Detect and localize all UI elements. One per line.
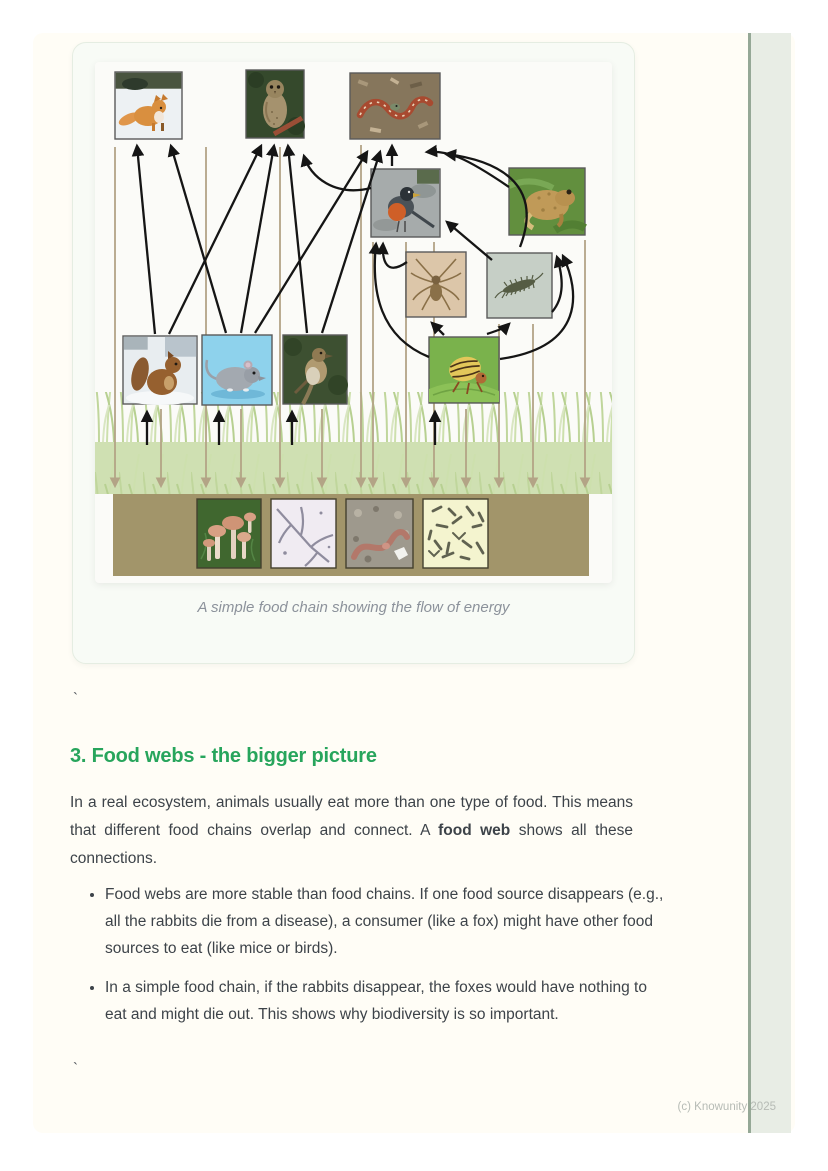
squirrel-photo bbox=[123, 336, 197, 405]
mouse-photo bbox=[202, 335, 272, 405]
paragraph-part1: In a real ecosystem, animals usually eat more than one type of food. This means that different food chains overlap and connect. A bbox=[70, 794, 633, 839]
section-heading: 3. Food webs - the bigger picture bbox=[70, 745, 377, 767]
section-paragraph bbox=[70, 789, 633, 873]
owl-photo bbox=[246, 70, 305, 138]
bullet-list bbox=[70, 881, 668, 1040]
side-stripe bbox=[748, 33, 791, 1133]
food-web-bold: food web bbox=[438, 822, 511, 839]
content-sheet bbox=[33, 33, 795, 1133]
figure-card bbox=[72, 42, 635, 664]
bacteria-photo bbox=[423, 499, 488, 568]
centipede-photo bbox=[487, 253, 552, 318]
toad-photo bbox=[509, 168, 585, 235]
mushrooms-photo bbox=[197, 499, 261, 568]
stray-backtick-top: ` bbox=[73, 690, 78, 707]
beetle-photo bbox=[429, 337, 499, 403]
bullet-item: • Food webs are more stable than food chains. If one food source disappears (e.g., all the rabbits die from a disease), a consumer (like a fox) might have other food sources to eat (like mice or birds). bbox=[105, 881, 668, 962]
sparrow-photo bbox=[283, 335, 348, 404]
watermark: (c) Knowunity 2025 bbox=[677, 1101, 776, 1113]
snake-photo bbox=[350, 73, 440, 139]
grass-band bbox=[95, 392, 612, 494]
fox-photo bbox=[115, 72, 182, 139]
fungal-hyphae-photo bbox=[271, 499, 336, 568]
bullet-item: • In a simple food chain, if the rabbits disappear, the foxes would have nothing to eat and might die out. This shows why biodiversity is so important. bbox=[105, 974, 668, 1028]
spider-photo bbox=[406, 252, 466, 317]
earthworm-photo bbox=[346, 499, 413, 568]
food-web-diagram bbox=[95, 62, 612, 583]
robin-photo bbox=[371, 169, 440, 237]
paragraph-part2: shows all these connections. bbox=[70, 822, 633, 867]
stray-backtick-bottom: ` bbox=[73, 1060, 78, 1077]
figure-caption: A simple food chain showing the flow of energy bbox=[197, 599, 510, 616]
